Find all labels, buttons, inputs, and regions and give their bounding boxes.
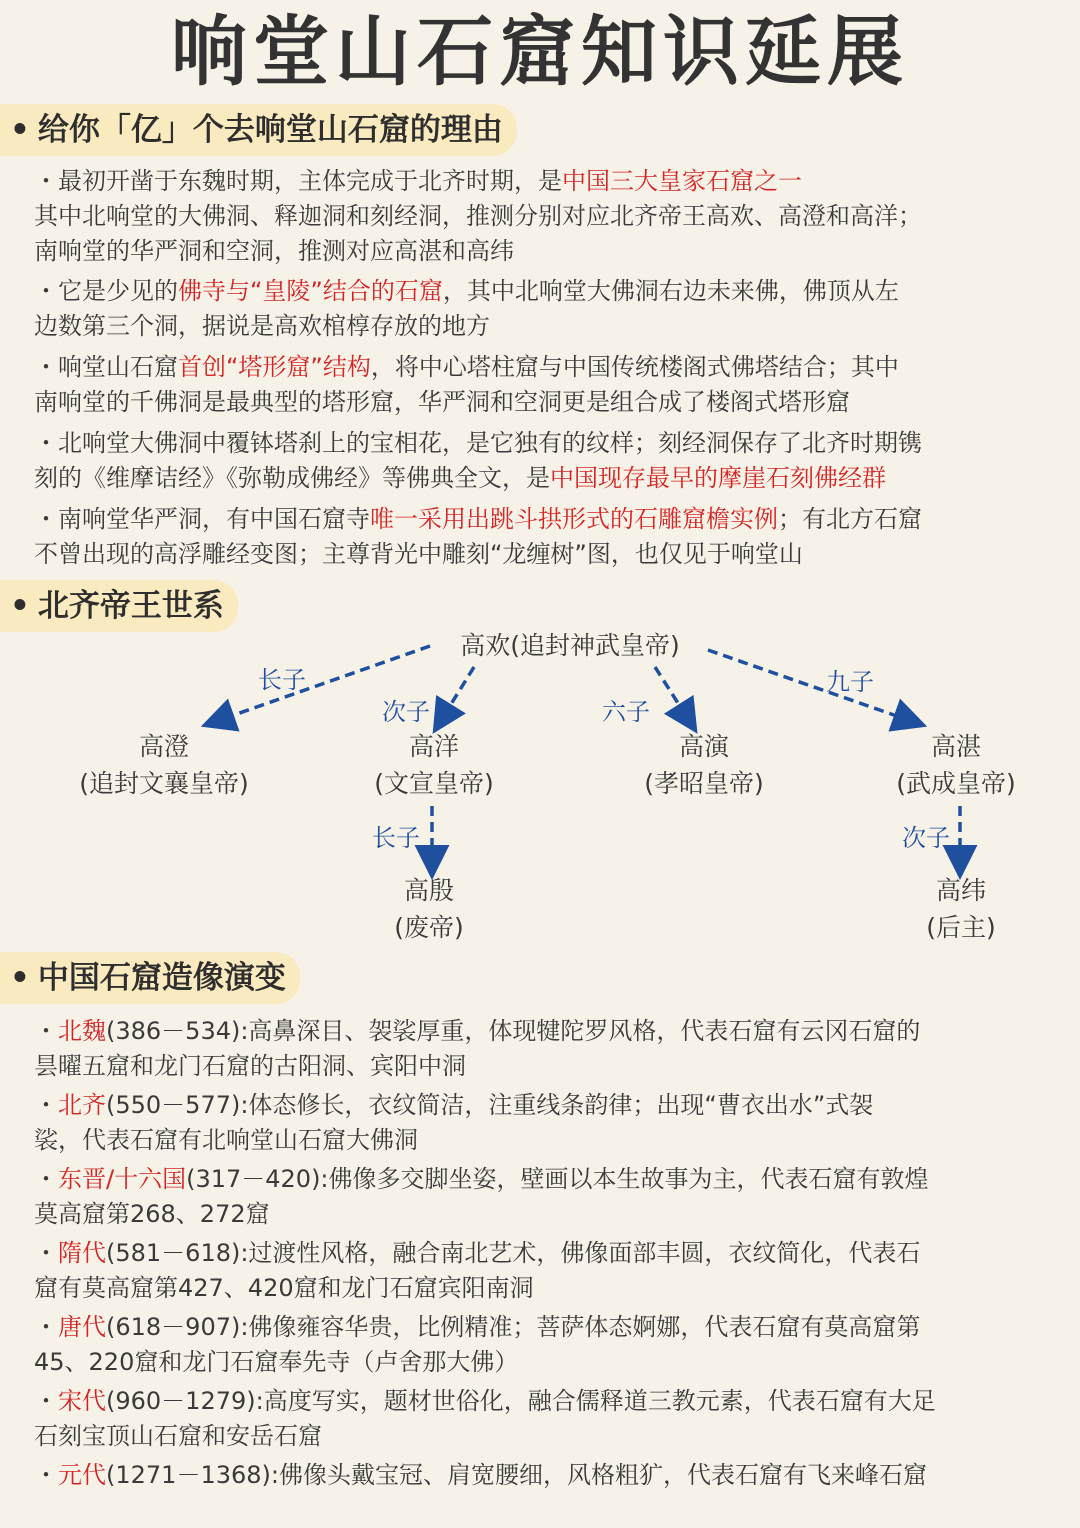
text: ・它是少见的 (34, 277, 178, 305)
relation-label: 次子 (902, 824, 950, 852)
section-heading-evolution (0, 952, 300, 1004)
arrow-to-gaoyan (655, 667, 690, 722)
text: ・南响堂华严洞，有中国石窟寺 (34, 505, 370, 533)
text: (581－618):过渡性风格，融合南北艺术，佛像面部丰圆，衣纹简化，代表石 (106, 1239, 921, 1267)
text: 南响堂的华严洞和空洞，推测对应高湛和高纬 (34, 237, 514, 265)
text: (550－577):体态修长，衣纹简洁，注重线条韵律；出现“曹衣出水”式袈 (106, 1091, 874, 1119)
text: (618－907):佛像雍容华贵，比例精准；菩萨体态婀娜，代表石窟有莫高窟第 (106, 1313, 921, 1341)
node-name: 高湛 (930, 732, 981, 761)
node-gaoyang (354, 728, 514, 802)
text: 45、220窟和龙门石窟奉先寺（卢舍那大佛） (34, 1348, 519, 1376)
node-title: (追封文襄皇帝) (79, 769, 249, 798)
text: (1271－1368):佛像头戴宝冠、肩宽腰细，风格粗犷，代表石窟有飞来峰石窟 (106, 1461, 927, 1489)
node-gaowei (894, 872, 1028, 946)
evolution-item-dongjin: ・东晋/十六国(317－420):佛像多交脚坐姿，壁画以本生故事为主，代表石窟有敦煌 莫高窟第268、272窟 (34, 1162, 1054, 1232)
text: 石刻宝顶山石窟和安岳石窟 (34, 1422, 322, 1450)
dynasty-name: 北魏 (58, 1017, 106, 1045)
text: ，将中心塔柱窟与中国传统楼阁式佛塔结合；其中 (370, 353, 899, 381)
node-title: (孝昭皇帝) (644, 769, 764, 798)
text: 窟有莫高窟第427、420窟和龙门石窟宾阳南洞 (34, 1274, 534, 1302)
text: ・北响堂大佛洞中覆钵塔刹上的宝相花，是它独有的纹样；刻经洞保存了北齐时期镌 (34, 429, 922, 457)
highlight-text: 中国现存最早的摩崖石刻佛经群 (550, 464, 886, 492)
highlight-text: 唯一采用出跳斗拱形式的石雕窟檐实例 (370, 505, 778, 533)
node-gaozhan (876, 728, 1036, 802)
evolution-item-beiwei: ・北魏(386－534):高鼻深目、袈裟厚重，体现犍陀罗风格，代表石窟有云冈石窟的 昙曜五窟和龙门石窟的古阳洞、宾阳中洞 (34, 1014, 1054, 1084)
evolution-item-tang: ・唐代(618－907):佛像雍容华贵，比例精准；菩萨体态婀娜，代表石窟有莫高窟第 45、220窟和龙门石窟奉先寺（卢舍那大佛） (34, 1310, 1054, 1380)
node-name: 高澄 (138, 732, 189, 761)
highlight-text: 首创“塔形窟”结构 (178, 353, 371, 381)
node-title: (后主) (926, 913, 996, 942)
section-heading-text: 给你「亿」个去响堂山石窟的理由 (37, 112, 503, 148)
highlight-text: 中国三大皇家石窟之一 (562, 167, 802, 195)
text: ；有北方石窟 (778, 505, 922, 533)
text: (960－1279):高度写实，题材世俗化，融合儒释道三教元素，代表石窟有大足 (106, 1387, 936, 1415)
highlight-text: 佛寺与“皇陵”结合的石窟 (178, 277, 443, 305)
arrow-to-gaozhan (708, 650, 914, 722)
evolution-item-sui: ・隋代(581－618):过渡性风格，融合南北艺术，佛像面部丰圆，衣纹简化，代表石 窟有莫高窟第427、420窟和龙门石窟宾阳南洞 (34, 1236, 1054, 1306)
bullet-dot: • (10, 588, 30, 624)
node-gaocheng (64, 728, 264, 802)
text: 昙曜五窟和龙门石窟的古阳洞、宾阳中洞 (34, 1052, 466, 1080)
relation-label: 次子 (382, 698, 430, 726)
dynasty-name: 北齐 (58, 1091, 106, 1119)
text: 莫高窟第268、272窟 (34, 1200, 270, 1228)
node-name: 高纬 (935, 876, 986, 905)
dynasty-name: 唐代 (58, 1313, 106, 1341)
evolution-item-beiqi: ・北齐(550－577):体态修长，衣纹简洁，注重线条韵律；出现“曹衣出水”式袈 裟，代表石窟有北响堂山石窟大佛洞 (34, 1088, 1054, 1158)
section-heading-text: 北齐帝王世系 (37, 588, 224, 624)
evolution-item-yuan: ・元代(1271－1368):佛像头戴宝冠、肩宽腰细，风格粗犷，代表石窟有飞来峰石窟 (34, 1461, 927, 1489)
node-title: (武成皇帝) (896, 769, 1016, 798)
node-name: 高洋 (408, 732, 459, 761)
dynasty-name: 隋代 (58, 1239, 106, 1267)
text: 其中北响堂的大佛洞、释迦洞和刻经洞，推测分别对应北齐帝王高欢、高澄和高洋； (34, 202, 922, 230)
dynasty-name: 东晋/十六国 (58, 1165, 187, 1193)
text: ，其中北响堂大佛洞右边未来佛，佛顶从左 (442, 277, 899, 305)
text: 刻的《维摩诘经》《弥勒成佛经》等佛典全文，是 (34, 464, 550, 492)
bullet-dot: • (10, 960, 30, 996)
relation-label: 长子 (372, 824, 420, 852)
bullet-dot: • (10, 112, 30, 148)
text: (317－420):佛像多交脚坐姿，壁画以本生故事为主，代表石窟有敦煌 (186, 1165, 929, 1193)
text: (386－534):高鼻深目、袈裟厚重，体现犍陀罗风格，代表石窟有云冈石窟的 (106, 1017, 921, 1045)
text: 边数第三个洞，据说是高欢棺椁存放的地方 (34, 312, 490, 340)
node-gaoyin (362, 872, 496, 946)
node-gaohuan: 高欢(追封神武皇帝) (460, 631, 680, 660)
text: 南响堂的千佛洞是最典型的塔形窟，华严洞和空洞更是组合成了楼阁式塔形窟 (34, 388, 850, 416)
relation-label: 九子 (826, 668, 874, 696)
node-gaoyan (624, 728, 784, 802)
dynasty-name: 元代 (58, 1461, 106, 1489)
node-title: (废帝) (394, 913, 464, 942)
text: 不曾出现的高浮雕经变图；主尊背光中雕刻“龙缠树”图，也仅见于响堂山 (34, 540, 803, 568)
dynasty-name: 宋代 (58, 1387, 106, 1415)
node-title: (文宣皇帝) (374, 769, 494, 798)
section-heading-text: 中国石窟造像演变 (37, 960, 286, 996)
page-title: 响堂山石窟知识延展 (171, 7, 909, 96)
relation-label: 六子 (602, 698, 650, 726)
text: ・最初开凿于东魏时期，主体完成于北齐时期，是 (34, 167, 562, 195)
node-name: 高殷 (403, 876, 454, 905)
arrow-to-gaoyang (440, 667, 474, 722)
node-name: 高演 (678, 732, 729, 761)
relation-label: 长子 (258, 666, 306, 694)
text: 裟，代表石窟有北响堂山石窟大佛洞 (34, 1126, 418, 1154)
evolution-item-song: ・宋代(960－1279):高度写实，题材世俗化，融合儒释道三教元素，代表石窟有大足 石刻宝顶山石窟和安岳石窟 (34, 1384, 1054, 1454)
text: ・响堂山石窟 (34, 353, 178, 381)
